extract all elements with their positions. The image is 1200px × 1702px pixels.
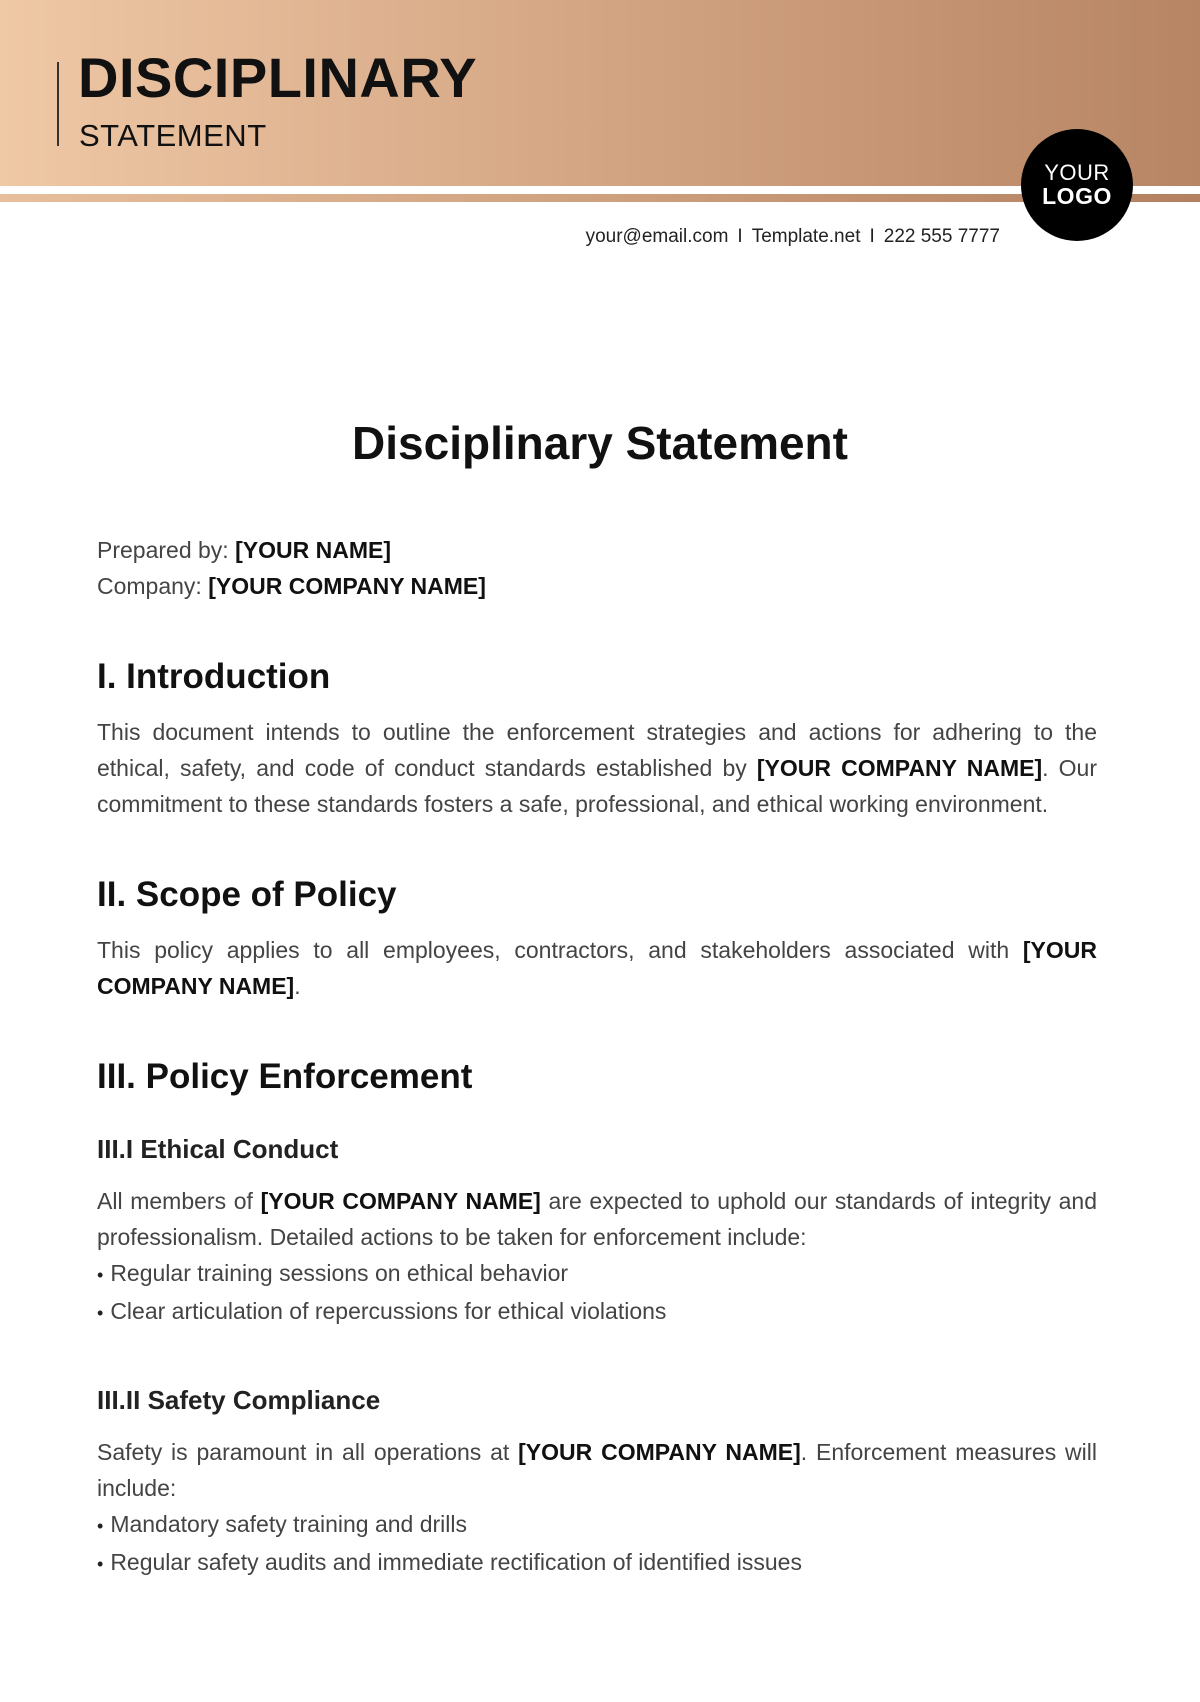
list-item: • Regular safety audits and immediate rectification of identified issues [97,1544,1097,1582]
contact-phone: 222 555 7777 [883,226,1000,247]
introduction-paragraph [97,714,1097,822]
company-label: Company: [97,573,202,599]
contact-website: Template.net [751,226,861,247]
header-title: DISCIPLINARY [78,46,478,109]
scope-paragraph [97,932,1097,1004]
document-body [97,532,1097,1582]
contact-separator: I [869,226,875,247]
document-title: Disciplinary Statement [352,417,848,469]
section-heading-scope: II. Scope of Policy [97,875,397,914]
ethical-bullet-list [97,1255,1097,1331]
section-heading-introduction: I. Introduction [97,657,331,696]
subsection-heading-safety: III.II Safety Compliance [97,1385,381,1416]
prepared-by-label: Prepared by: [97,537,229,563]
safety-text: Safety is paramount in all operations at [97,1439,519,1466]
scope-text-end: . [294,973,301,999]
header-divider-line [57,62,59,146]
ethical-text: All members of [97,1188,261,1215]
safety-bullet-list [97,1506,1097,1582]
ethical-company-name: [YOUR COMPANY NAME] [260,1188,541,1215]
intro-text-end: . Our commitment to these standards fosters a safe, professional, and ethical working environment. [97,755,1098,817]
section-heading-enforcement: III. Policy Enforcement [97,1057,473,1096]
scope-company-name: [YOUR COMPANY NAME] [97,937,1097,999]
list-item: • Clear articulation of repercussions for ethical violations [97,1293,1097,1331]
ethical-text-end: are expected to uphold our standards of integrity and professionalism. Detailed actions to be taken for enforcement include: [97,1188,1097,1251]
company-value: [YOUR COMPANY NAME] [208,573,486,599]
intro-company-name: [YOUR COMPANY NAME] [756,755,1043,781]
header-stripe [0,194,1200,202]
logo-text-line1: YOUR [1044,160,1110,186]
contact-info [510,226,1000,248]
intro-text: This document intends to outline the enforcement strategies and actions for adhering to the ethical, safety, and code of conduct standards established by [97,719,1097,781]
list-item: • Regular training sessions on ethical behavior [97,1255,1097,1293]
header-subtitle: STATEMENT [79,118,267,153]
contact-email: your@email.com [585,226,729,247]
safety-text-end: . Enforcement measures will include: [97,1439,1097,1502]
list-item: • Mandatory safety training and drills [97,1506,1097,1544]
company-line [97,568,1097,604]
subsection-heading-ethical: III.I Ethical Conduct [97,1134,339,1164]
prepared-by-value: [YOUR NAME] [235,537,391,563]
scope-text: This policy applies to all employees, contractors, and stakeholders associated with [97,937,1023,963]
safety-paragraph [97,1434,1097,1506]
ethical-paragraph [97,1183,1097,1255]
company-logo [1021,129,1133,241]
logo-text-line2: LOGO [1042,183,1112,210]
contact-separator: I [737,226,743,247]
safety-company-name: [YOUR COMPANY NAME] [518,1439,801,1466]
prepared-by [97,532,1097,568]
